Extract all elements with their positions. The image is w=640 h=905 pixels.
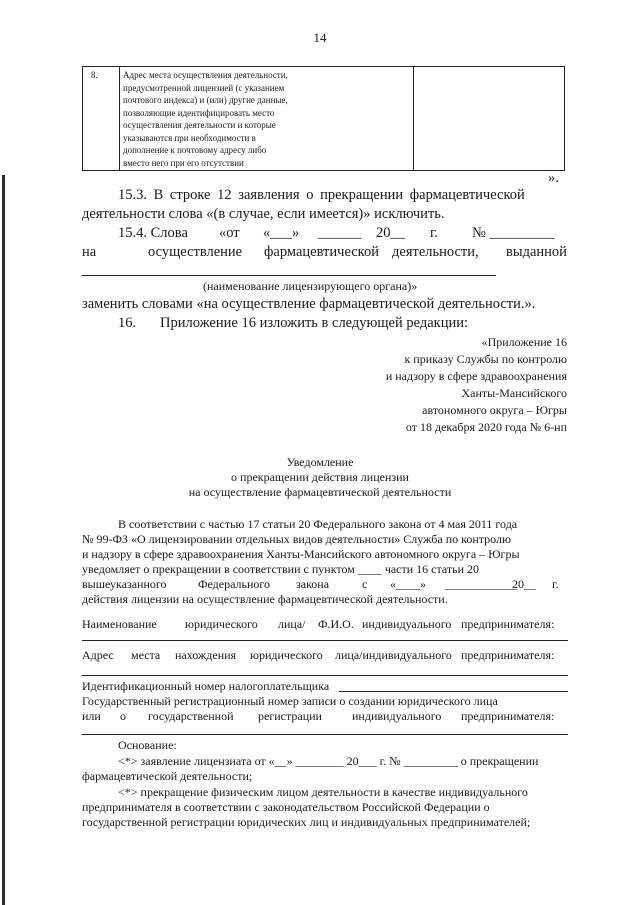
field-label-word: предпринимателя: bbox=[461, 709, 555, 723]
clause-15-4-word: «___» bbox=[263, 225, 300, 241]
field-label-ogrn: Государственный регистрационный номер записи о создании юридического лица bbox=[82, 694, 498, 708]
cell-line: предусмотренной лицензией (с указанием bbox=[123, 82, 285, 93]
appendix-header-line: к приказу Службы по контролю bbox=[404, 352, 567, 366]
clause-15-3-line2: деятельности слова «(в случае, если имеется)» исключить. bbox=[82, 206, 445, 222]
clause-16-number: 16. bbox=[118, 315, 137, 331]
field-label-word: индивидуального bbox=[362, 617, 452, 631]
blank-line bbox=[82, 734, 568, 735]
field-label-word: Наименование bbox=[82, 617, 157, 631]
cell-line: вместо него при его отсутствии bbox=[123, 157, 244, 168]
notice-body-line: В соответствии с частью 17 статьи 20 Федерального закона от 4 мая 2011 года bbox=[118, 517, 518, 531]
notice-body-word: закона bbox=[296, 577, 330, 591]
field-label-word: индивидуального bbox=[352, 709, 442, 723]
notice-subtitle: о прекращении действия лицензии bbox=[231, 470, 409, 484]
clause-15-4-word: № _________ bbox=[472, 225, 555, 241]
cell-line: позволяющие идентифицировать место bbox=[123, 107, 275, 118]
closing-quote: ». bbox=[548, 170, 559, 186]
basis-title: Основание: bbox=[118, 738, 177, 752]
scan-edge bbox=[2, 175, 5, 905]
field-label-word: о bbox=[120, 709, 126, 723]
cell-line: дополнение к почтовому адресу либо bbox=[123, 145, 267, 155]
blank-line bbox=[82, 675, 568, 676]
basis-line: государственной регистрации юридических лиц и индивидуальных предпринимателей; bbox=[82, 815, 531, 829]
field-label-word: регистрации bbox=[258, 709, 322, 723]
notice-body-word: г. bbox=[552, 577, 559, 591]
clause-15-4-replace: заменить словами «на осуществление фармацевтической деятельности.». bbox=[82, 296, 536, 312]
clause-15-4-word: деятельности, bbox=[392, 244, 479, 260]
field-label-word: Адрес bbox=[82, 648, 114, 662]
field-label-inn: Идентификационный номер налогоплательщика bbox=[82, 679, 330, 693]
table-cell-description bbox=[119, 67, 414, 170]
field-label-word: или bbox=[82, 709, 101, 723]
field-label-word: предпринимателя: bbox=[461, 617, 555, 631]
table-row bbox=[82, 66, 565, 171]
page-number: 14 bbox=[313, 30, 327, 45]
blank-line bbox=[82, 275, 496, 276]
cell-line: почтового индекса) и (или) другие данные, bbox=[123, 95, 288, 105]
clause-15-4-word: «от bbox=[219, 225, 240, 241]
appendix-header-line: «Приложение 16 bbox=[481, 335, 567, 349]
row-number: 8. bbox=[91, 70, 98, 80]
field-label-word: Ф.И.О. bbox=[318, 617, 354, 631]
field-label-word: места bbox=[131, 648, 161, 662]
blank-line bbox=[82, 640, 568, 641]
basis-line: фармацевтической деятельности; bbox=[82, 769, 253, 783]
basis-line: предпринимателя в соответствии с законодательством Российской Федерации о bbox=[82, 800, 490, 814]
field-label-word: государственной bbox=[148, 709, 234, 723]
notice-title: Уведомление bbox=[286, 455, 354, 469]
clause-15-4-word: 20__ bbox=[376, 225, 405, 241]
notice-body-line: действия лицензии на осуществление фармацевтической деятельности. bbox=[82, 592, 448, 606]
notice-body-word: ____________ bbox=[445, 577, 517, 591]
notice-body-line: и надзору в сфере здравоохранения Ханты-Мансийского автономного округа – Югры bbox=[82, 547, 520, 561]
notice-body-word: «____» bbox=[390, 577, 426, 591]
field-label-word: нахождения bbox=[175, 648, 237, 662]
field-label-word: юридического bbox=[185, 617, 258, 631]
clause-15-3-line1: 15.3. В строке 12 заявления о прекращении фармацевтической bbox=[118, 187, 525, 203]
clause-15-4-word: 15.4. Слова bbox=[118, 225, 188, 241]
notice-body-line: уведомляет о прекращении в соответствии с пунктом ____ части 16 статьи 20 bbox=[82, 562, 480, 576]
notice-body-line: № 99-ФЗ «О лицензировании отдельных видов деятельности» Служба по контролю bbox=[82, 532, 511, 546]
clause-15-4-word: осуществление bbox=[148, 244, 243, 260]
clause-15-4-word: ______ bbox=[318, 225, 362, 241]
clause-15-4-word: выданной bbox=[506, 244, 567, 260]
notice-body-word: вышеуказанного bbox=[82, 577, 167, 591]
notice-body-word: Федерального bbox=[198, 577, 271, 591]
field-label-word: юридического bbox=[250, 648, 323, 662]
organ-caption: (наименование лицензирующего органа)» bbox=[203, 279, 418, 293]
notice-body-word: 20__ bbox=[512, 577, 536, 591]
basis-line: <*> заявление лицензиата от «__» ________ 20___ г. № _________ о прекращении bbox=[118, 754, 539, 768]
clause-16-text: Приложение 16 изложить в следующей редакции: bbox=[160, 315, 469, 331]
clause-15-4-word: на bbox=[82, 244, 97, 260]
basis-line: <*> прекращение физическим лицом деятельности в качестве индивидуального bbox=[118, 785, 528, 799]
notice-subtitle: на осуществление фармацевтической деятельности bbox=[188, 485, 452, 499]
clause-15-4-word: фармацевтической bbox=[264, 244, 379, 260]
field-label-word: лица/ bbox=[278, 617, 306, 631]
cell-line: Адрес места осуществления деятельности, bbox=[123, 70, 288, 80]
table-cell-number bbox=[83, 67, 120, 170]
field-label-word: предпринимателя: bbox=[461, 648, 555, 662]
cell-line: указываются при необходимости в bbox=[123, 132, 256, 143]
blank-line bbox=[339, 691, 568, 692]
appendix-header-line: Ханты-Мансийского bbox=[461, 386, 567, 400]
appendix-header-line: автономного округа – Югры bbox=[422, 403, 567, 417]
appendix-header-line: от 18 декабря 2020 года № 6-нп bbox=[405, 420, 567, 434]
field-label-word: лица/индивидуального bbox=[335, 648, 452, 662]
cell-line: осуществления деятельности и которые bbox=[123, 120, 276, 130]
notice-body-word: с bbox=[362, 577, 368, 591]
appendix-header-line: и надзору в сфере здравоохранения bbox=[385, 369, 567, 383]
clause-15-4-word: г. bbox=[430, 225, 438, 241]
